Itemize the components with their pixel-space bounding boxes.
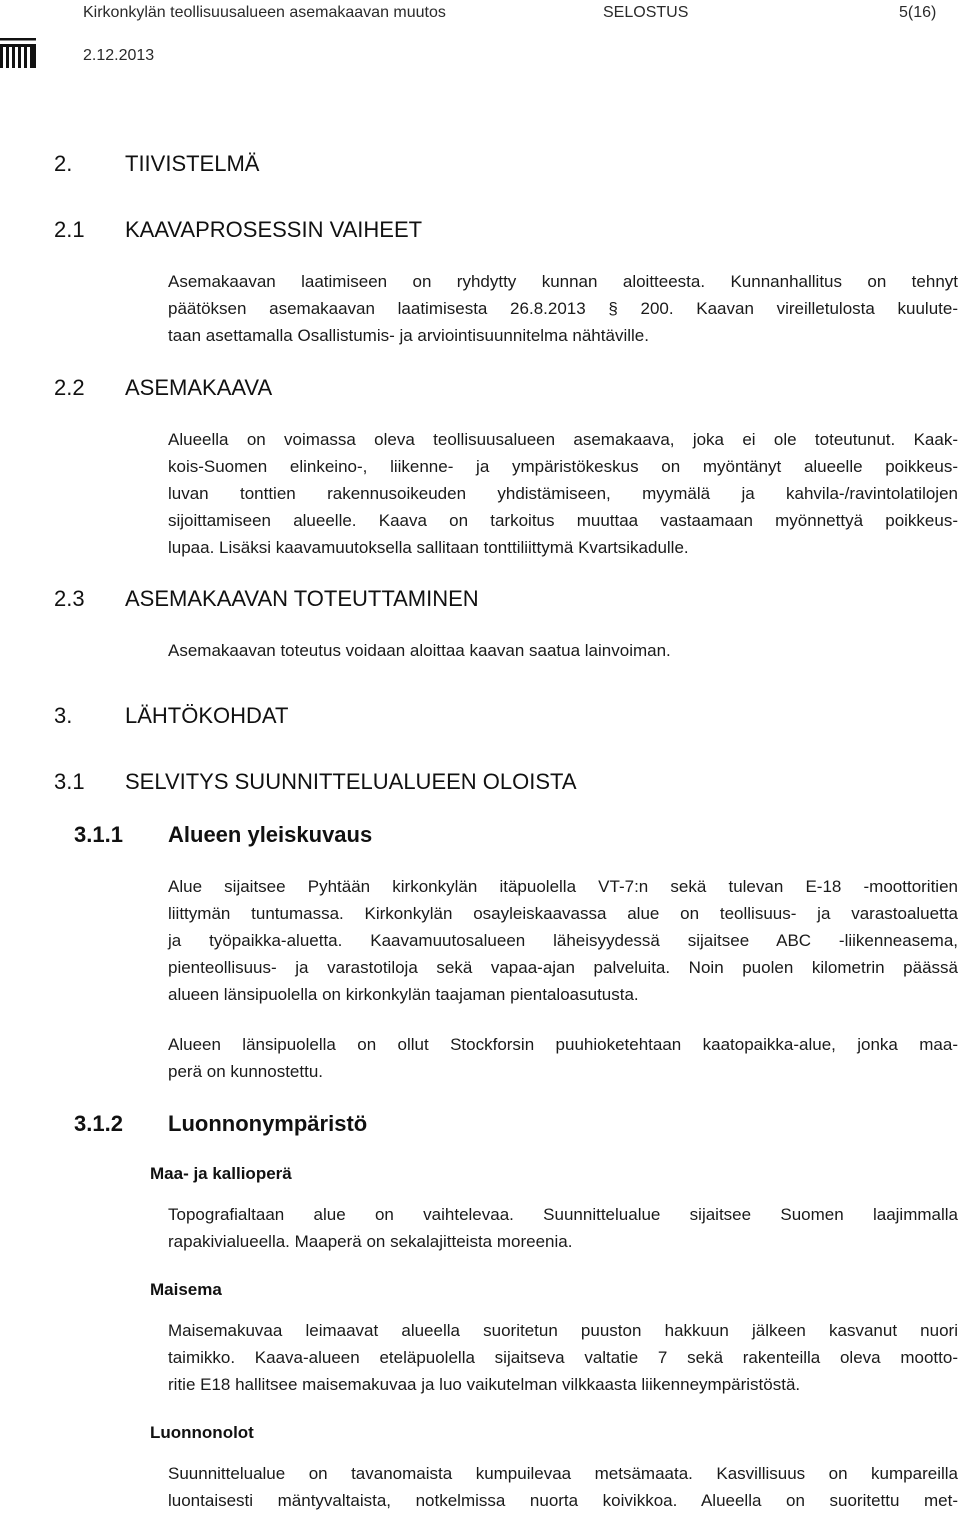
text-line: Topografialtaan alue on vaihtelevaa. Suunnittelualue sijaitsee Suomen laajimmalla [168,1205,958,1224]
paragraph [168,268,958,349]
section-number: 2.2 [54,375,85,400]
section-title: LÄHTÖKOHDAT [125,703,289,728]
subheading: Maisema [150,1280,222,1299]
section-number: 3.1 [54,769,85,794]
text-line: Alueen länsipuolella on ollut Stockforsin puuhioketehtaan kaatopaikka-alue, jonka maa- [168,1035,958,1054]
paragraph [168,1317,958,1398]
page-number: 5(16) [899,4,937,21]
text-line: ja työpaikka-aluetta. Kaavamuutosalueen läheisyydessä sijaitsee ABC -liikenneasema, [168,931,958,950]
text-line: luvan tonttien rakennusoikeuden yhdistämiseen, myymälä ja kahvila-/ravintolatilojen [168,484,958,503]
section-title: Alueen yleiskuvaus [168,822,373,847]
section-title: KAAVAPROSESSIN VAIHEET [125,217,423,242]
paragraph [168,1031,958,1085]
text-line: Asemakaavan laatimiseen on ryhdytty kunnan aloitteesta. Kunnanhallitus on tehnyt [168,272,958,291]
section-number: 3. [54,703,73,728]
paragraph [168,637,958,664]
subheading: Luonnonolot [150,1423,254,1442]
paragraph [168,1460,958,1514]
section-title: SELVITYS SUUNNITTELUALUEEN OLOISTA [125,769,577,794]
text-line: päätöksen asemakaavan laatimisesta 26.8.2013 § 200. Kaavan vireilletulosta kuulute- [168,299,958,318]
text-line: sijoittamiseen alueelle. Kaava on tarkoitus muuttaa vastaamaan myönnettyä poikkeus- [168,511,958,530]
text-line: ritie E18 hallitsee maisemakuvaa ja luo vaikutelman vilkkaasta liikenneympäristöstä. [168,1375,801,1394]
text-line: kois-Suomen elinkeino-, liikenne- ja ympäristökeskus on myöntänyt alueelle poikkeus- [168,457,958,476]
paragraph [168,873,958,1008]
text-line: luontaisesti mäntyvaltaista, notkelmissa nuorta koivikkoa. Alueella on suoritettu met- [168,1491,958,1510]
section-number: 2.1 [54,217,85,242]
text-line: rapakivialueella. Maaperä on sekalajitteista moreenia. [168,1232,573,1251]
text-line: taimikko. Kaava-alueen eteläpuolella sijaitseva valtatie 7 sekä rakenteilla oleva mootto- [168,1348,958,1367]
subheading: Maa- ja kallioperä [150,1164,292,1183]
text-line: pienteollisuus- ja varastotiloja sekä vapaa-ajan palveluita. Noin puolen kilometrin päässä [168,958,958,977]
section-number: 3.1.1 [74,822,123,847]
text-line: liittymän tuntumassa. Kirkonkylän osayleiskaavassa alue on teollisuus- ja varastoaluetta [168,904,958,923]
text-line: alueen länsipuolella on kirkonkylän taajaman pientaloasutusta. [168,985,639,1004]
section-number: 2.3 [54,586,85,611]
text-line: lupaa. Lisäksi kaavamuutoksella sallitaan tonttiliittymä Kvartsikadulle. [168,538,689,557]
text-line: Maisemakuvaa leimaavat alueella suoritetun puuston hakkuun jälkeen kasvanut nuori [168,1321,958,1340]
document-title: Kirkonkylän teollisuusalueen asemakaavan muutos [83,4,446,21]
section-title: Luonnonympäristö [168,1111,368,1136]
text-line: Suunnittelualue on tavanomaista kumpuilevaa metsämaata. Kasvillisuus on kumpareilla [168,1464,958,1483]
text-line: Alueella on voimassa oleva teollisuusalueen asemakaava, joka ei ole toteutunut. Kaak- [168,430,958,449]
paragraph [168,1201,958,1255]
section-number: 3.1.2 [74,1111,123,1136]
text-line: perä on kunnostettu. [168,1062,324,1081]
municipal-logo-icon [0,38,36,68]
section-title: TIIVISTELMÄ [125,151,260,176]
section-title: ASEMAKAAVAN TOTEUTTAMINEN [125,586,479,611]
document-type: SELOSTUS [603,4,689,21]
paragraph [168,426,958,561]
text-line: taan asettamalla Osallistumis- ja arviointisuunnitelma nähtäville. [168,326,649,345]
text-line: Alue sijaitsee Pyhtään kirkonkylän itäpuolella VT-7:n sekä tulevan E-18 -moottoritien [168,877,958,896]
text-line: Asemakaavan toteutus voidaan aloittaa kaavan saatua lainvoiman. [168,641,671,660]
section-number: 2. [54,151,73,176]
section-title: ASEMAKAAVA [125,375,273,400]
document-date: 2.12.2013 [83,47,155,64]
